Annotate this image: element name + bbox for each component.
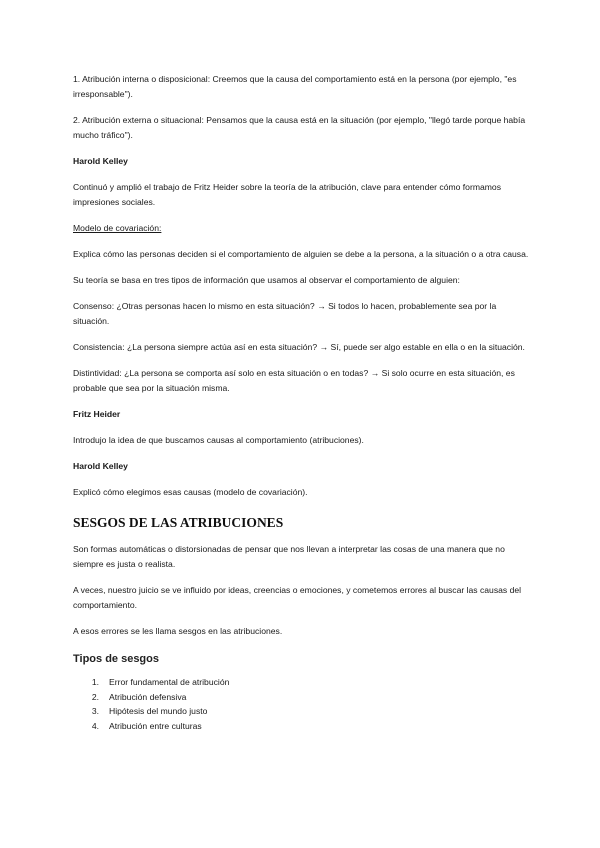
- paragraph-biases-name: A esos errores se les llama sesgos en las atribuciones.: [73, 626, 283, 636]
- list-item-number: 1.: [91, 677, 99, 687]
- list-item-label: Atribución entre culturas: [109, 720, 202, 731]
- heading-harold-kelley: Harold Kelley: [73, 156, 128, 166]
- list-item: [73, 719, 533, 734]
- paragraph-biases-influence: A veces, nuestro juicio se ve influido por ideas, creencias o emociones, y cometemos errores al buscar las causas del comportamiento.: [73, 585, 522, 610]
- paragraph-external-attribution: 2. Atribución externa o situacional: Pensamos que la causa está en la situación (por ejemplo, "llegó tarde porque había mucho tráfico").: [73, 115, 526, 140]
- paragraph-consensus: Consenso: ¿Otras personas hacen lo mismo en esta situación? → Si todos lo hacen, probablemente sea por la situación.: [73, 301, 497, 326]
- paragraph-heider-summary: Introdujo la idea de que buscamos causas al comportamiento (atribuciones).: [73, 435, 364, 445]
- section-title-attribution-biases: SESGOS DE LAS ATRIBUCIONES: [73, 515, 284, 530]
- subsection-title-bias-types: Tipos de sesgos: [73, 653, 159, 665]
- document-body: [73, 72, 533, 733]
- list-item-number: 4.: [91, 720, 99, 731]
- list-item-number: 2.: [91, 691, 99, 702]
- heading-fritz-heider: Fritz Heider: [73, 409, 121, 419]
- bias-types-list: [73, 675, 533, 733]
- list-item: [73, 675, 533, 690]
- list-item-label: Atribución defensiva: [109, 691, 187, 702]
- heading-covariation-model: Modelo de covariación:: [73, 223, 162, 233]
- heading-harold-kelley-2: Harold Kelley: [73, 461, 128, 471]
- list-item: [73, 690, 533, 705]
- paragraph-covariation-explain: Explica cómo las personas deciden si el comportamiento de alguien se debe a la persona, a la situación o a otra causa.: [73, 249, 529, 259]
- list-item-number: 3.: [91, 706, 99, 716]
- paragraph-theory-basis: Su teoría se basa en tres tipos de información que usamos al observar el comportamiento de alguien:: [73, 275, 460, 285]
- list-item-label: Hipótesis del mundo justo: [109, 706, 208, 716]
- paragraph-distinctiveness: Distintividad: ¿La persona se comporta así solo en esta situación o en todas? → Si solo ocurre en esta situación, es probable que sea por la situación misma.: [73, 368, 515, 393]
- paragraph-biases-definition: Son formas automáticas o distorsionadas de pensar que nos llevan a interpretar las cosas de una manera que no siempre es justa o realista.: [73, 544, 505, 569]
- paragraph-kelley-description: Continuó y amplió el trabajo de Fritz Heider sobre la teoría de la atribución, clave para entender cómo formamos impresiones sociales.: [73, 182, 501, 207]
- paragraph-consistency: Consistencia: ¿La persona siempre actúa así en esta situación? → Sí, puede ser algo estable en ella o en la situación.: [73, 342, 525, 352]
- list-item-label: Error fundamental de atribución: [109, 677, 230, 687]
- paragraph-internal-attribution: 1. Atribución interna o disposicional: Creemos que la causa del comportamiento está en la persona (por ejemplo, "es irresponsable").: [73, 74, 517, 99]
- paragraph-kelley-summary: Explicó cómo elegimos esas causas (modelo de covariación).: [73, 487, 308, 497]
- list-item: [73, 704, 533, 719]
